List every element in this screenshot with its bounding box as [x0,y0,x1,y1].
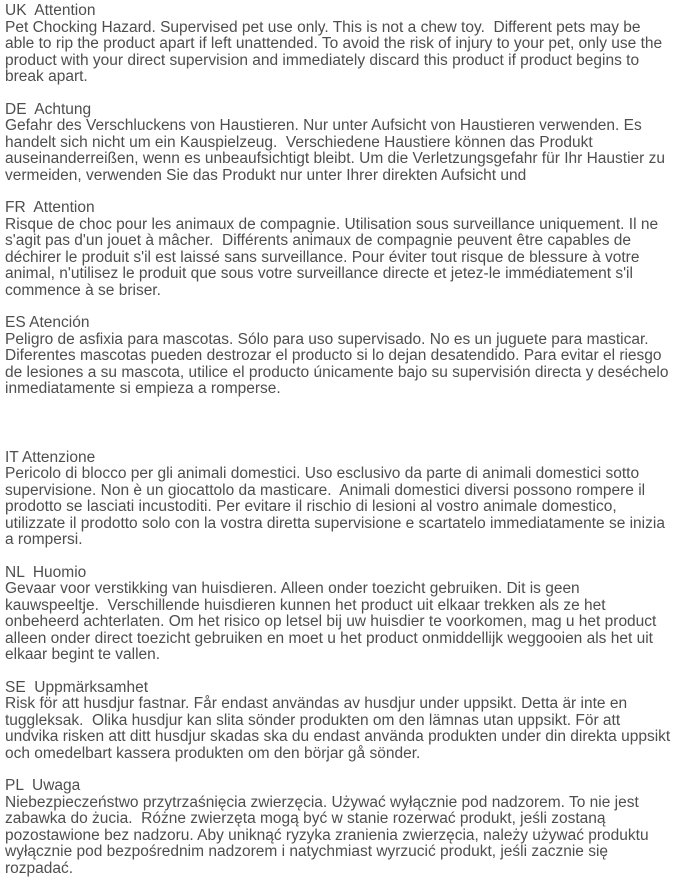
warning-section-uk [5,3,673,86]
section-body-pl: Niebezpieczeństwo przytrzaśnięcia zwierzęcia. Używać wyłącznie pod nadzorem. To nie jest zabawka do żucia. Różne zwierzęta mogą być w stanie rozerwać produkt, jeśli zostaną pozostawione bez nadzoru. Aby uniknąć ryzyka zranienia zwierzęcia, należy używać produktu wyłącznie pod bezpośrednim nadzorem i natychmiast wyrzucić produkt, jeśli zacznie się rozpadać. [5,793,653,877]
section-heading-fr: FR Attention [5,199,95,216]
warning-section-fr [5,200,673,299]
warning-section-de [5,102,673,185]
warning-section-it [5,450,673,549]
section-body-de: Gefahr des Verschluckens von Haustieren. Nur unter Aufsicht von Haustieren verwenden. Es handelt sich nicht um ein Kauspielzeug. Verschiedene Haustiere können das Produkt auseinanderreißen, wenn es unbeaufsichtigt bleibt. Um die Verletzungsgefahr für Ihr Haustier zu vermeiden, verwenden Sie das Produkt nur unter Ihrer direkten Aufsicht und [5,117,670,184]
section-heading-it: IT Attenzione [5,448,96,466]
section-heading-nl: NL Huomio [5,563,87,581]
section-body-fr: Risque de choc pour les animaux de compagnie. Utilisation sous surveillance uniquement. Il ne s'agit pas d'un jouet à mâcher. Différents animaux de compagnie peuvent être capables de déchirer le produit s'il est laissé sans surveillance. Pour éviter tout risque de blessure à votre animal, n'utilisez le produit que sous votre surveillance directe et jetez-le immédiatement s'il commence à se briser. [5,215,663,299]
warning-section-pl [5,778,673,877]
section-body-it: Pericolo di blocco per gli animali domestici. Uso esclusivo da parte di animali domestici sotto supervisione. Non è un giocattolo da masticare. Animali domestici diversi possono rompere il prodotto se lasciati incustoditi. Per evitare il rischio di lesioni al vostro animale domestico, utilizzate il prodotto solo con la vostra diretta supervisione e scartatelo immediatamente se inizia a rompersi. [5,465,670,548]
warning-section-es [5,315,673,398]
section-body-uk: Pet Chocking Hazard. Supervised pet use only. This is not a chew toy. Different pets may be able to rip the product apart if left unattended. To avoid the risk of injury to your pet, only use the product with your direct supervision and immediately discard this product if product begins to break apart. [5,18,667,85]
warning-section-se [5,680,673,763]
section-heading-se: SE Uppmärksamhet [5,678,148,696]
section-body-se: Risk för att husdjur fastnar. Får endast användas av husdjur under uppsikt. Detta är inte en tuggleksak. Olika husdjur kan slita sönder produkten om den lämnas utan uppsikt. För att undvika risken att ditt husdjur skadas ska du endast använda produkten under din direkta uppsikt och omedelbart kassera produkten om den börjar gå sönder. [5,695,675,762]
section-body-es: Peligro de asfixia para mascotas. Sólo para uso supervisado. No es un juguete para masticar. Diferentes mascotas pueden destrozar el producto si lo dejan desatendido. Para evitar el riesgo de lesiones a su mascota, utilice el producto únicamente bajo su supervisión directa y deséchelo inmediatamente si empieza a romperse. [5,330,673,397]
section-heading-pl: PL Uwaga [5,777,81,794]
section-heading-uk: UK Attention [5,2,96,19]
warning-section-nl [5,565,673,664]
section-body-nl: Gevaar voor verstikking van huisdieren. Alleen onder toezicht gebruiken. Dit is geen kauwspeeltje. Verschillende huisdieren kunnen het product uit elkaar trekken als ze het onbeheerd achterlaten. Om het risico op letsel bij uw huisdier te voorkomen, mag u het product alleen onder direct toezicht gebruiken en moet u het product onmiddellijk weggooien als het uit elkaar begint te vallen. [5,580,661,663]
section-heading-es: ES Atención [5,314,90,331]
section-heading-de: DE Achtung [5,100,92,118]
